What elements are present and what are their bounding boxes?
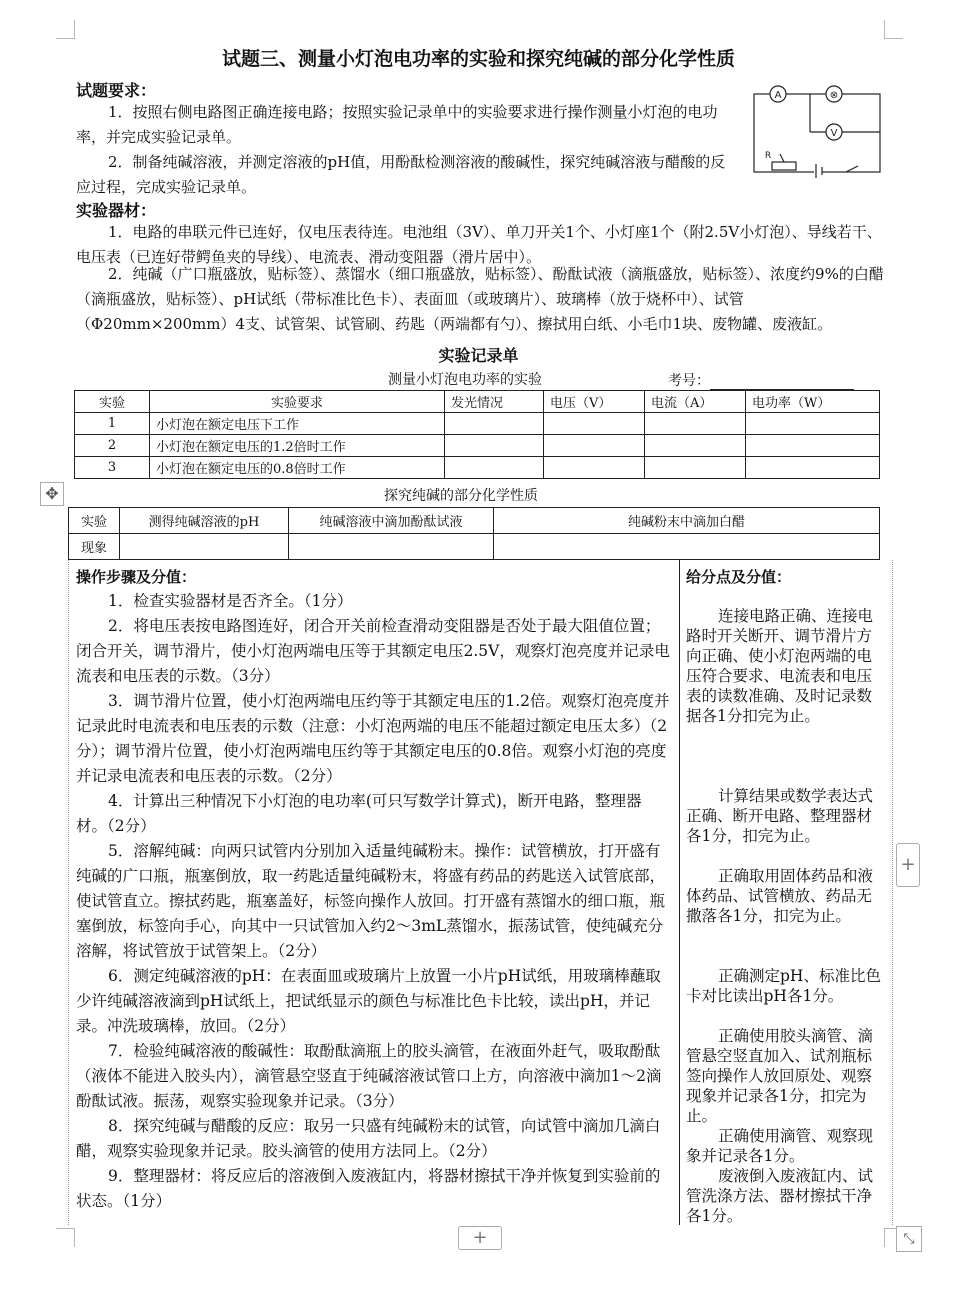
row-requirement: 小灯泡在额定电压的1.2倍时工作 — [150, 435, 445, 457]
input-cell[interactable] — [544, 457, 645, 479]
voltmeter-label: V — [830, 128, 838, 139]
table-header-row — [75, 391, 880, 413]
input-cell[interactable] — [746, 457, 880, 479]
input-cell[interactable] — [645, 435, 746, 457]
row-number: 3 — [75, 457, 150, 479]
input-cell[interactable] — [445, 413, 544, 435]
scoring-point-4: 正确测定pH、标准比色卡对比读出pH各1分。 — [686, 967, 881, 1005]
row-requirement: 小灯泡在额定电压的0.8倍时工作 — [150, 457, 445, 479]
equipment-1: 1．电路的串联元件已连好，仅电压表待连。电池组（3V）、单刀开关1个、小灯座1个（附2.5V小灯泡）、导线若干、电压表（已连好带鳄鱼夹的导线）、电流表、滑动变阻器（滑片居中）。 — [76, 223, 882, 266]
exam-number-label: 考号： — [668, 373, 710, 389]
input-cell[interactable] — [445, 457, 544, 479]
page-title: 试题三、测量小灯泡电功率的实验和探究纯碱的部分化学性质 — [221, 48, 735, 70]
row-label: 现象 — [69, 534, 120, 560]
steps-heading: 操作步骤及分值： — [76, 568, 197, 586]
table-row — [69, 534, 880, 560]
col-header: 电流（A） — [645, 391, 746, 413]
col-header: 电功率（W） — [746, 391, 880, 413]
record-sheet-title: 实验记录单 — [438, 346, 519, 365]
scoring-heading: 给分点及分值： — [686, 568, 792, 586]
col-header: 发光情况 — [445, 391, 544, 413]
alkali-experiment-subtitle: 探究纯碱的部分化学性质 — [384, 488, 538, 504]
switch-icon — [846, 166, 858, 172]
step-8: 8．探究纯碱与醋酸的反应：取另一只盛有纯碱粉末的试管，向试管中滴加几滴白醋，观察实验现象并记录。胶头滴管的使用方法同上。（2分） — [76, 1117, 661, 1160]
step-7: 7．检验纯碱溶液的酸碱性：取酚酞滴瓶上的胶头滴管，在液面外赶气，吸取酚酞（液体不能进入胶头内），滴管悬空竖直于纯碱溶液试管口上方，向溶液中滴加1～2滴酚酞试液。振荡，观察实验现象并记录。（3分） — [76, 1042, 662, 1110]
table-row — [75, 457, 880, 479]
add-column-button[interactable]: + — [896, 843, 920, 887]
input-cell[interactable] — [494, 534, 880, 560]
input-cell[interactable] — [544, 413, 645, 435]
margin-corner-bottom-left — [56, 1228, 75, 1247]
table-move-handle-icon[interactable]: ✥ — [40, 482, 64, 506]
col-header: 纯碱溶液中滴加酚酞试液 — [289, 508, 494, 534]
requirement-2: 2．制备纯碱溶液，并测定溶液的pH值，用酚酞检测溶液的酸碱性，探究纯碱溶液与醋酸的反应过程，完成实验记录单。 — [76, 153, 726, 196]
table-resize-handle-icon[interactable]: ⤡ — [896, 1226, 922, 1252]
requirements-heading: 试题要求： — [76, 81, 157, 100]
exam-number-field[interactable] — [668, 370, 854, 390]
input-cell[interactable] — [544, 435, 645, 457]
lamp-label: ⊗ — [829, 90, 839, 101]
scoring-point-5: 正确使用胶头滴管、滴管悬空竖直加入、试剂瓶标签向操作人放回原处、观察现象并记录各1分，扣完为止。 — [686, 1027, 874, 1125]
alkali-record-table — [68, 507, 880, 560]
table-row — [75, 413, 880, 435]
step-4: 4．计算出三种情况下小灯泡的电功率(可只写数学计算式)，断开电路，整理器材。（2分） — [76, 792, 642, 835]
col-header: 测得纯碱溶液的pH — [120, 508, 289, 534]
input-cell[interactable] — [645, 413, 746, 435]
exam-number-blank[interactable] — [710, 375, 854, 390]
circuit-outline — [754, 94, 880, 172]
input-cell[interactable] — [746, 413, 880, 435]
margin-corner-top-right — [884, 20, 903, 39]
power-record-table — [74, 390, 880, 479]
scoring-point-7: 废液倒入废液缸内、试管洗涤方法、器材擦拭干净各1分。 — [686, 1167, 874, 1225]
step-6: 6．测定纯碱溶液的pH：在表面皿或玻璃片上放置一小片pH试纸，用玻璃棒蘸取少许纯碱溶液滴到pH试纸上，把试纸显示的颜色与标准比色卡比较，读出pH，并记录。冲洗玻璃棒，放回。（2分） — [76, 967, 661, 1035]
table-header-row — [69, 508, 880, 534]
scoring-point-1: 连接电路正确、连接电路时开关断开、调节滑片方向正确、使小灯泡两端的电压符合要求、电流表和电压表的读数准确、及时记录数据各1分扣完为止。 — [686, 607, 874, 725]
rheostat-icon — [772, 162, 796, 170]
scoring-point-2: 计算结果或数学表达式正确、断开电路、整理器材各1分，扣完为止。 — [686, 787, 874, 845]
input-cell[interactable] — [120, 534, 289, 560]
scoring-point-6: 正确使用滴管、观察现象并记录各1分。 — [686, 1127, 874, 1165]
input-cell[interactable] — [746, 435, 880, 457]
power-experiment-subtitle: 测量小灯泡电功率的实验 — [388, 372, 542, 388]
col-header: 实验 — [69, 508, 120, 534]
row-requirement: 小灯泡在额定电压下工作 — [150, 413, 445, 435]
step-2: 2．将电压表按电路图连好，闭合开关前检查滑动变阻器是否处于最大阻值位置；闭合开关，调节滑片，使小灯泡两端电压等于其额定电压2.5V，观察灯泡亮度并记录电流表和电压表的示数。（3分） — [76, 617, 670, 685]
scoring-point-3: 正确取用固体药品和液体药品、试管横放、药品无撒落各1分，扣完为止。 — [686, 867, 874, 925]
step-3: 3．调节滑片位置，使小灯泡两端电压约等于其额定电压的1.2倍。观察灯泡亮度并记录此时电流表和电压表的示数（注意：小灯泡两端的电压不能超过额定电压太多）（2分）；调节滑片位置，使小灯泡两端电压约等于其额定电压的0.8倍。观察小灯泡的亮度并记录电流表和电压表的示数。（2分） — [76, 692, 670, 785]
equipment-heading: 实验器材： — [76, 201, 157, 220]
input-cell[interactable] — [445, 435, 544, 457]
col-header: 纯碱粉末中滴加白醋 — [494, 508, 880, 534]
table-row — [75, 435, 880, 457]
row-number: 1 — [75, 413, 150, 435]
step-5: 5．溶解纯碱：向两只试管内分别加入适量纯碱粉末。操作：试管横放，打开盛有纯碱的广口瓶，瓶塞倒放，取一药匙适量纯碱粉末，将盛有药品的药匙送入试管底部，使试管直立。擦拭药匙，瓶塞盖好，标签向操作人放回。打开盛有蒸馏水的细口瓶，瓶塞倒放，标签向手心，向其中一只试管加入约2～3mL蒸馏水，振荡试管，使纯碱充分溶解，将试管放于试管架上。（2分） — [76, 842, 666, 960]
row-number: 2 — [75, 435, 150, 457]
ammeter-label: A — [774, 90, 782, 101]
add-row-button[interactable]: + — [458, 1226, 502, 1250]
input-cell[interactable] — [645, 457, 746, 479]
requirement-1: 1．按照右侧电路图正确连接电路；按照实验记录单中的实验要求进行操作测量小灯泡的电功率，并完成实验记录单。 — [76, 103, 718, 146]
col-header: 实验 — [75, 391, 150, 413]
rheostat-label: R — [764, 151, 772, 161]
col-header: 电压（V） — [544, 391, 645, 413]
step-1: 1．检查实验器材是否齐全。（1分） — [108, 592, 353, 610]
circuit-diagram — [746, 82, 886, 178]
input-cell[interactable] — [289, 534, 494, 560]
equipment-2: 2．纯碱（广口瓶盛放，贴标签）、蒸馏水（细口瓶盛放，贴标签）、酚酞试液（滴瓶盛放，贴标签）、浓度约9%的白醋（滴瓶盛放，贴标签）、pH试纸（带标准比色卡）、表面皿（或玻璃片）、玻璃棒（放于烧杯中）、试管（Φ20mm×200mm）4支、试管架、试管刷、药匙（两端都有勺）、擦拭用白纸、小毛巾1块、废物罐、废液缸。 — [76, 265, 884, 333]
margin-corner-top-left — [56, 20, 75, 39]
col-header: 实验要求 — [150, 391, 445, 413]
step-9: 9．整理器材：将反应后的溶液倒入废液缸内，将器材擦拭干净并恢复到实验前的状态。（1分） — [76, 1167, 661, 1210]
